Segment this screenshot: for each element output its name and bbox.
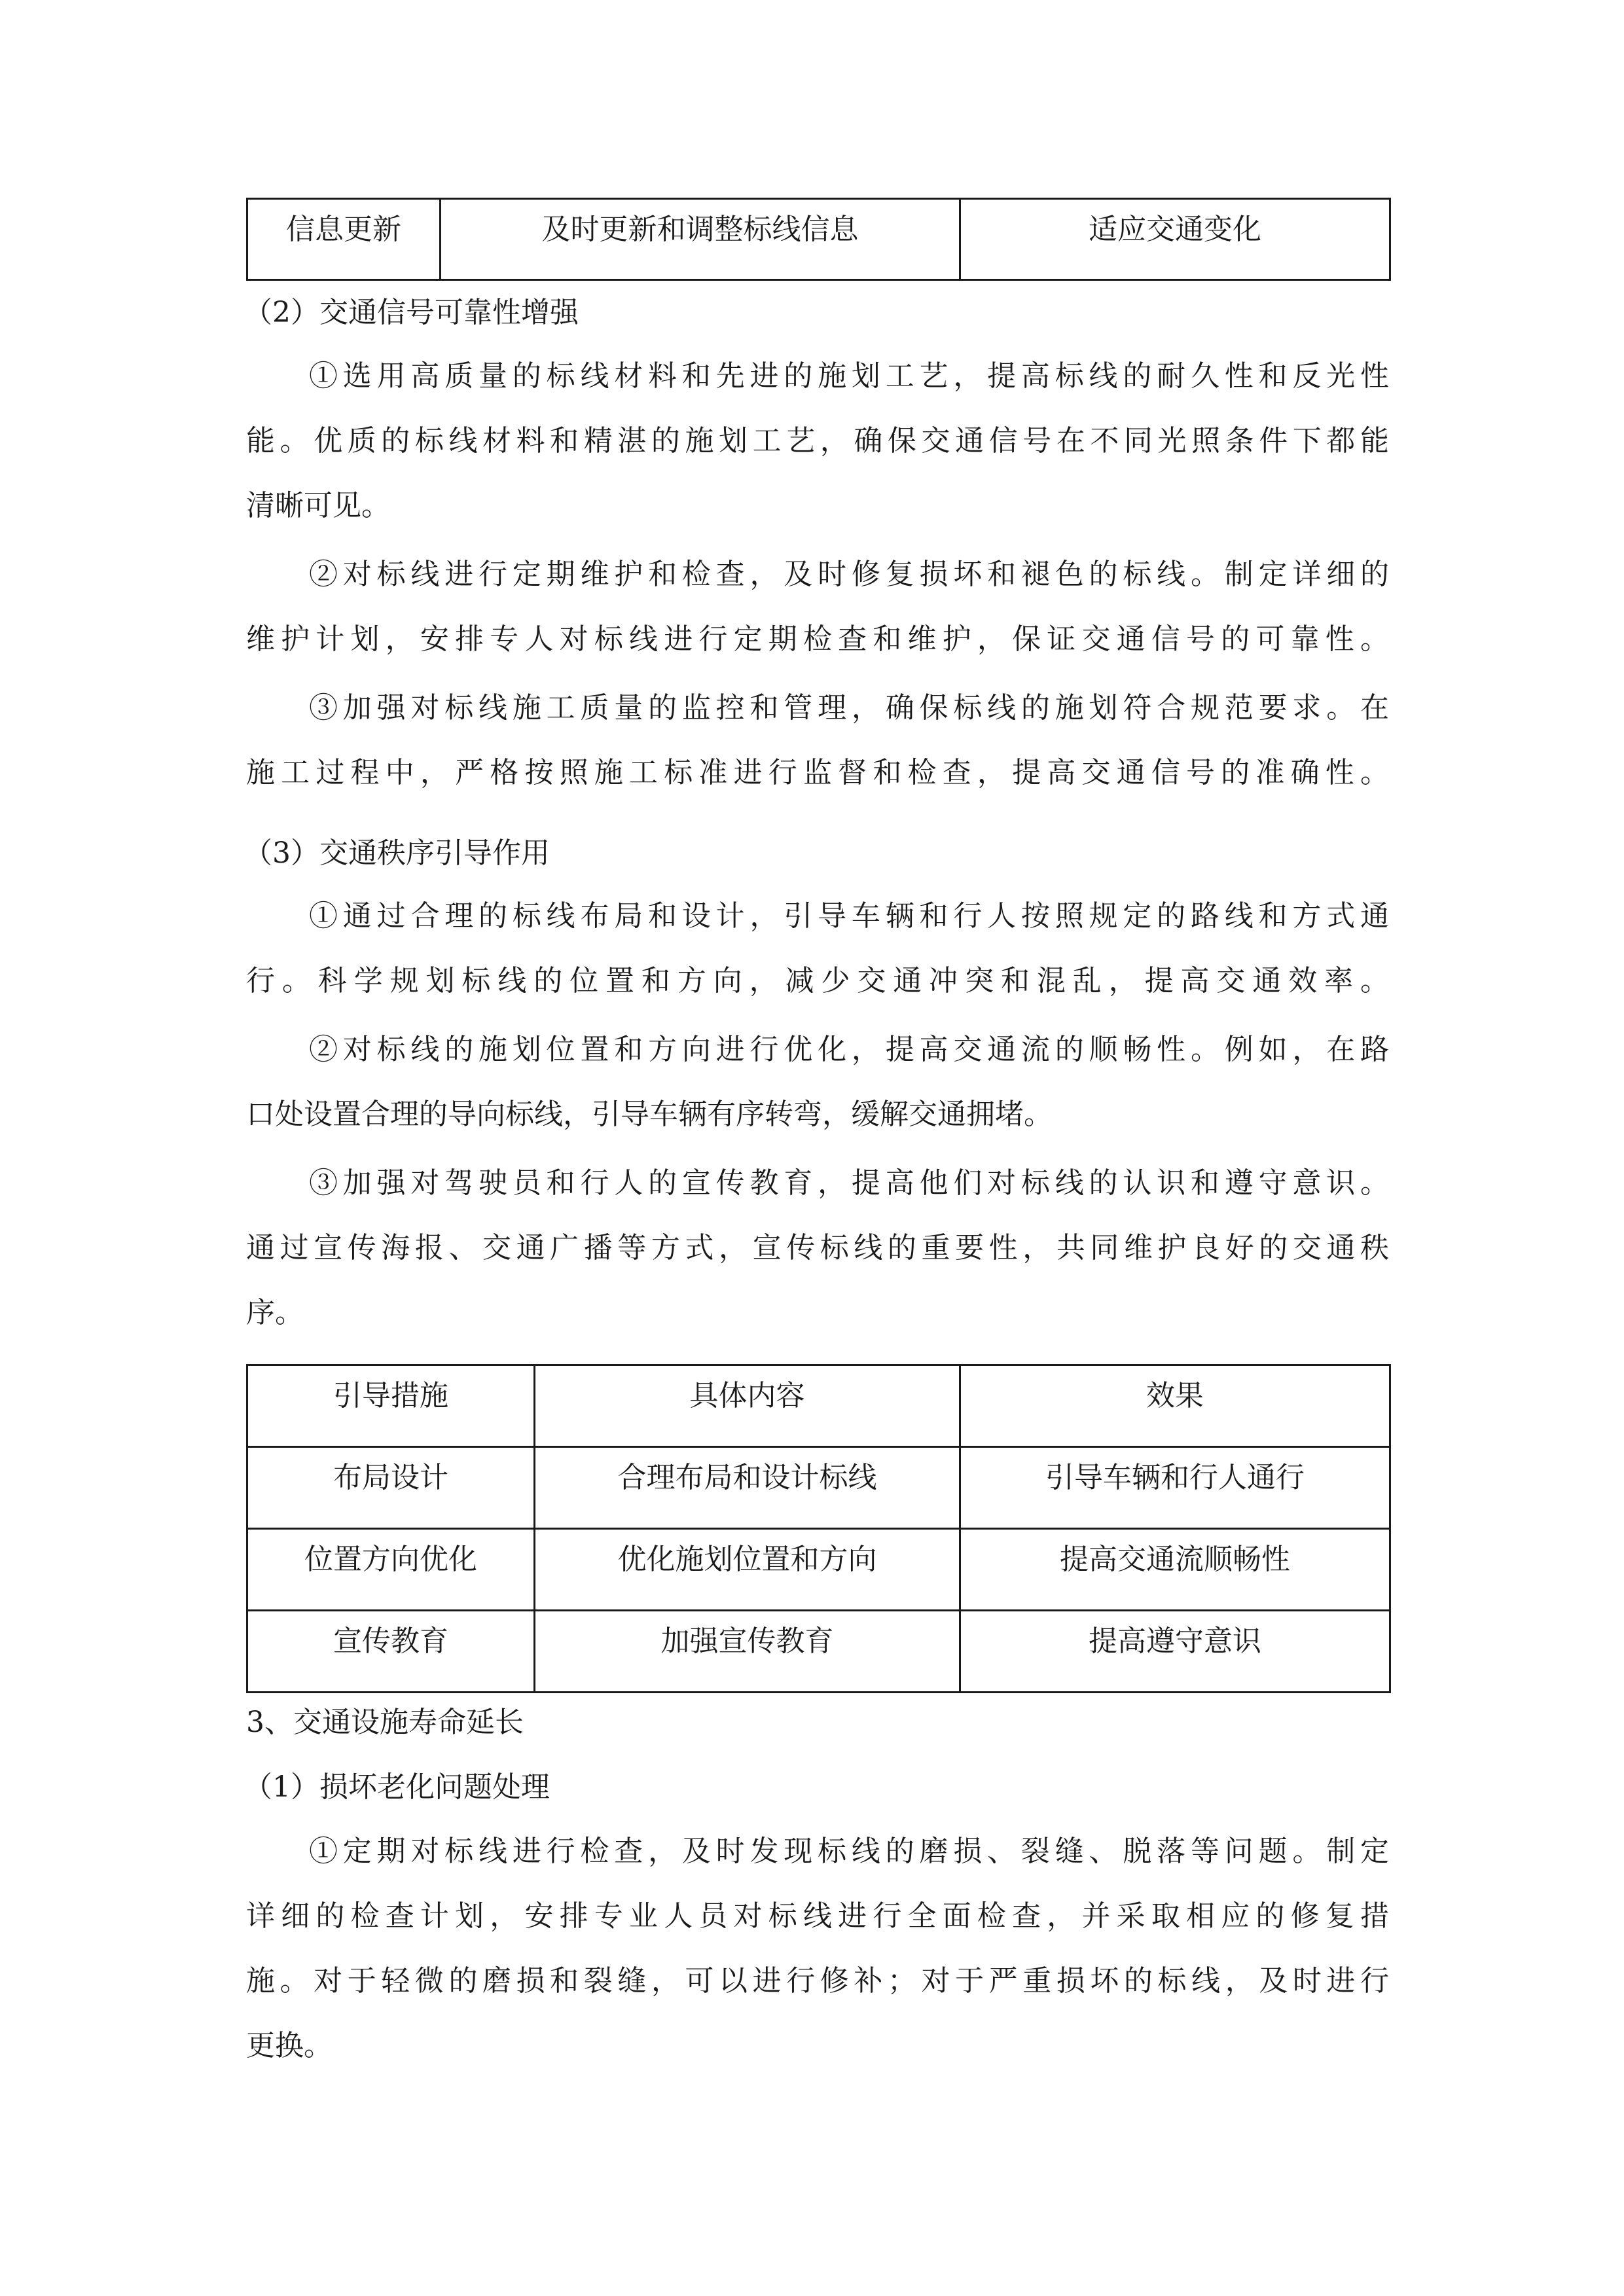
table-cell: 布局设计	[247, 1447, 535, 1529]
paragraph-line: 施工过程中，严格按照施工标准进行监督和检查，提高交通信号的准确性。	[246, 756, 1389, 789]
paragraph-line: 行。科学规划标线的位置和方向，减少交通冲突和混乱，提高交通效率。	[246, 964, 1389, 997]
sub-heading-damage-aging: （1）损坏老化问题处理	[244, 1770, 550, 1804]
table-row	[247, 199, 1390, 280]
table-cell: 加强宣传教育	[535, 1611, 960, 1693]
table-cell: 引导车辆和行人通行	[960, 1447, 1390, 1529]
table-guidance-measures	[246, 1364, 1391, 1693]
table-cell: 宣传教育	[247, 1611, 535, 1693]
section-heading-signal-reliability: （2）交通信号可靠性增强	[244, 296, 579, 329]
table-cell: 合理布局和设计标线	[535, 1447, 960, 1529]
table-cell: 优化施划位置和方向	[535, 1529, 960, 1611]
paragraph-line: 维护计划，安排专人对标线进行定期检查和维护，保证交通信号的可靠性。	[246, 622, 1389, 656]
table-cell: 提高交通流顺畅性	[960, 1529, 1390, 1611]
table-header-row	[247, 1365, 1390, 1447]
table-cell: 及时更新和调整标线信息	[441, 199, 960, 280]
paragraph-line: ①选用高质量的标线材料和先进的施划工艺，提高标线的耐久性和反光性	[309, 359, 1389, 393]
table-cell: 位置方向优化	[247, 1529, 535, 1611]
paragraph-line: 清晰可见。	[246, 489, 390, 522]
table-info-update	[246, 198, 1391, 281]
paragraph-line: ①定期对标线进行检查，及时发现标线的磨损、裂缝、脱落等问题。制定	[309, 1835, 1389, 1868]
paragraph-line: 更换。	[246, 2029, 333, 2062]
paragraph-line: 详细的检查计划，安排专业人员对标线进行全面检查，并采取相应的修复措	[246, 1899, 1389, 1933]
table-header-cell: 具体内容	[535, 1365, 960, 1447]
paragraph-line: ③加强对标线施工质量的监控和管理，确保标线的施划符合规范要求。在	[309, 691, 1389, 725]
paragraph-line: 施。对于轻微的磨损和裂缝，可以进行修补；对于严重损坏的标线，及时进行	[246, 1964, 1389, 1998]
paragraph-line: 通过宣传海报、交通广播等方式，宣传标线的重要性，共同维护良好的交通秩	[246, 1231, 1389, 1265]
paragraph-line: ①通过合理的标线布局和设计，引导车辆和行人按照规定的路线和方式通	[309, 899, 1389, 933]
table-cell: 适应交通变化	[960, 199, 1390, 280]
paragraph-line: ②对标线的施划位置和方向进行优化，提高交通流的顺畅性。例如，在路	[309, 1033, 1389, 1066]
table-header-cell: 引导措施	[247, 1365, 535, 1447]
table-cell: 信息更新	[247, 199, 441, 280]
paragraph-line: 口处设置合理的导向标线，引导车辆有序转弯，缓解交通拥堵。	[246, 1098, 1053, 1131]
table-cell: 提高遵守意识	[960, 1611, 1390, 1693]
paragraph-line: 序。	[246, 1296, 304, 1329]
paragraph-line: ②对标线进行定期维护和检查，及时修复损坏和褪色的标线。制定详细的	[309, 558, 1389, 591]
paragraph-line: ③加强对驾驶员和行人的宣传教育，提高他们对标线的认识和遵守意识。	[309, 1166, 1389, 1200]
table-header-cell: 效果	[960, 1365, 1390, 1447]
table-row	[247, 1611, 1390, 1693]
paragraph-line: 能。优质的标线材料和精湛的施划工艺，确保交通信号在不同光照条件下都能	[246, 424, 1389, 457]
section-heading-facility-life: 3、交通设施寿命延长	[246, 1706, 524, 1739]
table-row	[247, 1529, 1390, 1611]
table-row	[247, 1447, 1390, 1529]
section-heading-traffic-order: （3）交通秩序引导作用	[244, 836, 550, 870]
